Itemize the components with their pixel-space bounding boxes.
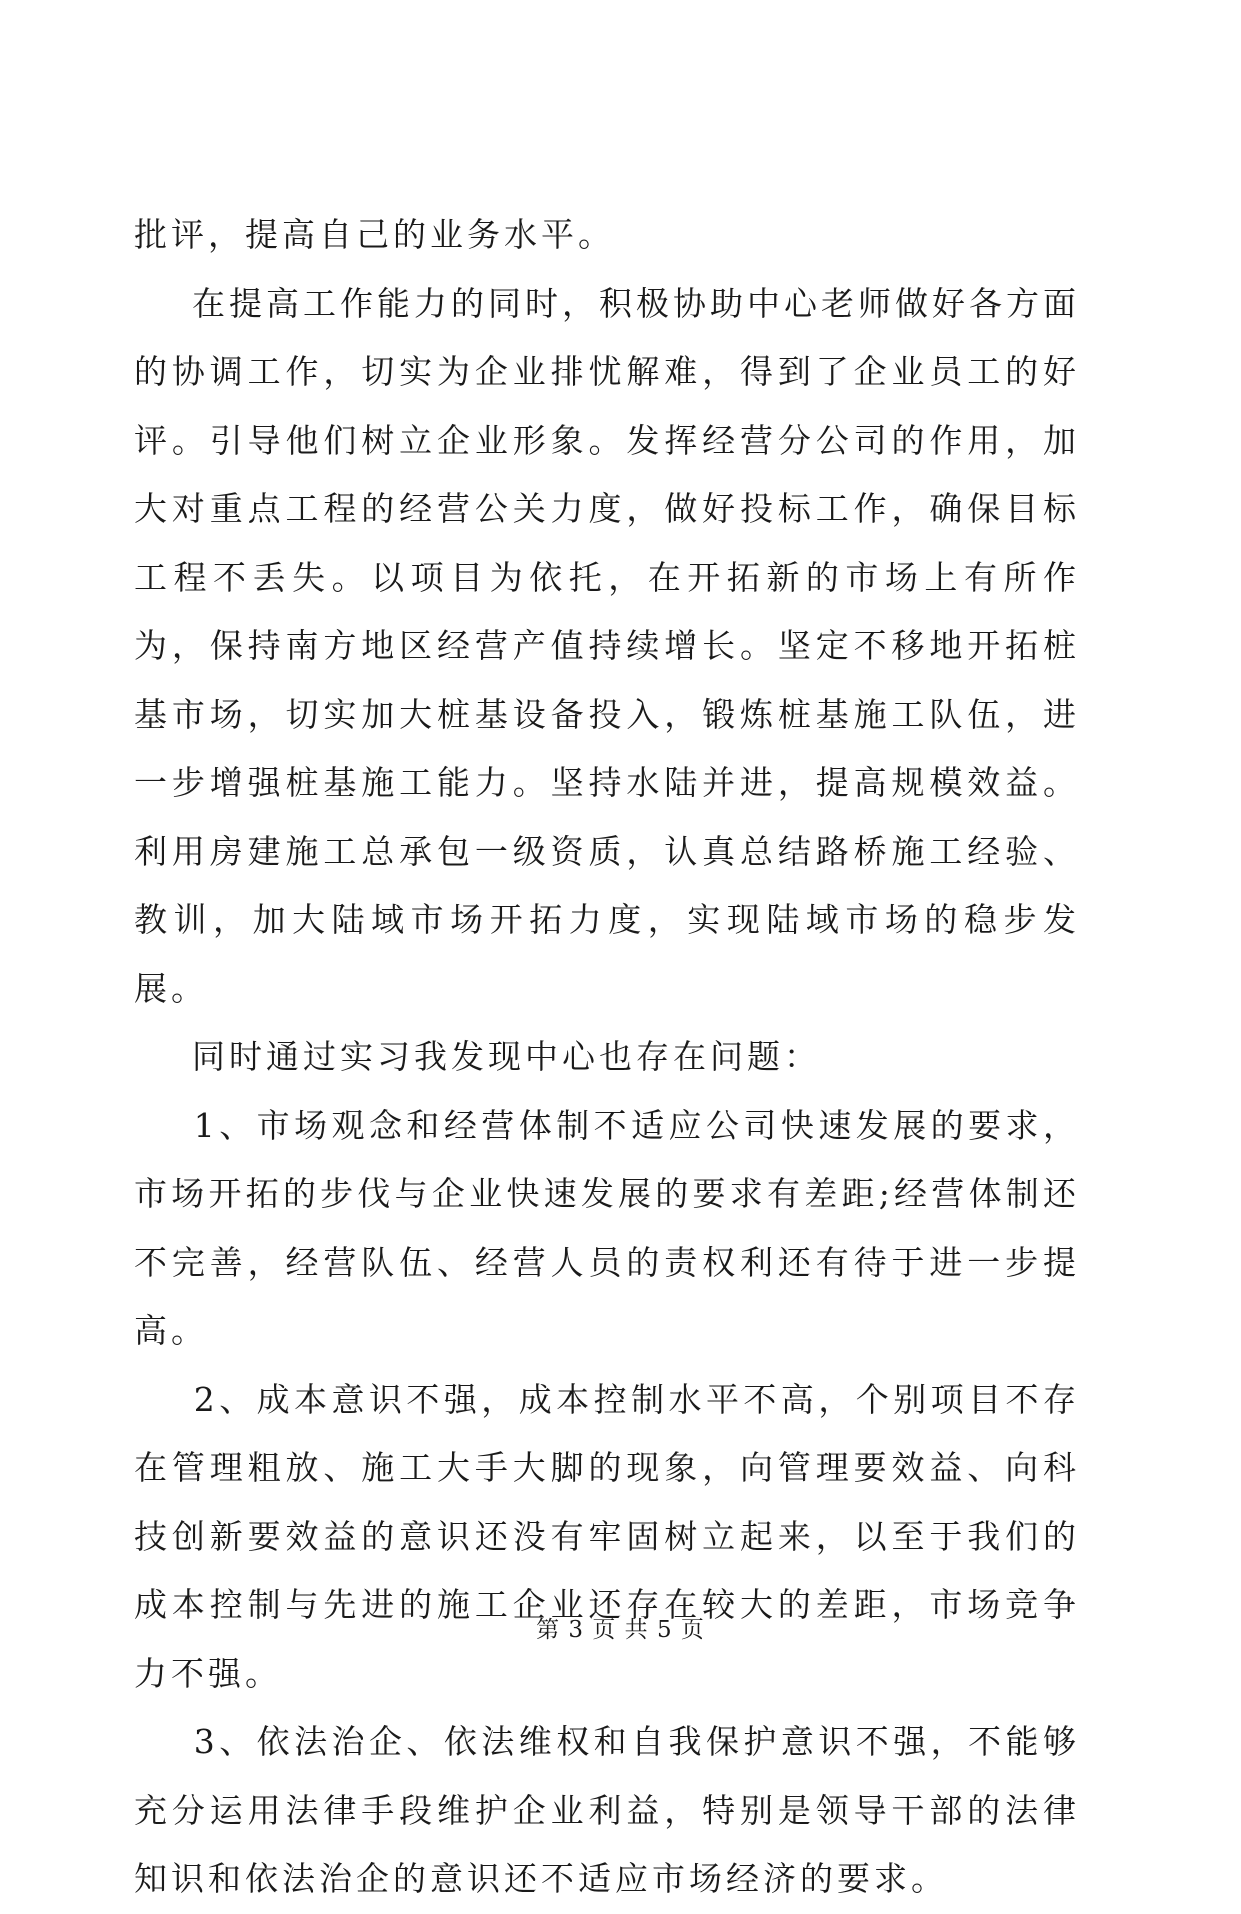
paragraph-problem-1: 1、市场观念和经营体制不适应公司快速发展的要求，市场开拓的步伐与企业快速发展的要求有差距;经营体制还不完善，经营队伍、经营人员的责权利还有待于进一步提高。 [134, 1105, 1080, 1350]
paragraph-problems-intro: 同时通过实习我发现中心也存在问题： [134, 1037, 821, 1076]
paragraph-work-summary: 在提高工作能力的同时，积极协助中心老师做好各方面的协调工作，切实为企业排忧解难，得到了企业员工的好评。引导他们树立企业形象。发挥经营分公司的作用，加大对重点工程的经营公关力度，做好投标工作，确保目标工程不丢失。以项目为依托，在开拓新的市场上有所作为，保持南方地区经营产值持续增长。坚定不移地开拓桩基市场，切实加大桩基设备投入，锻炼桩基施工队伍，进一步增强桩基施工能力。坚持水陆并进，提高规模效益。利用房建施工总承包一级资质，认真总结路桥施工经验、教训，加大陆域市场开拓力度，实现陆域市场的稳步发展。 [134, 283, 1080, 1008]
document-body [134, 201, 1080, 1914]
page-footer: 第 3 页 共 5 页 [536, 1617, 705, 1643]
paragraph-problem-3: 3、依法治企、依法维权和自我保护意识不强，不能够充分运用法律手段维护企业利益，特别是领导干部的法律知识和依法治企的意识还不适应市场经济的要求。 [134, 1722, 1080, 1898]
paragraph-problem-2: 2、成本意识不强，成本控制水平不高，个别项目不存在管理粗放、施工大手大脚的现象，向管理要效益、向科技创新要效益的意识还没有牢固树立起来，以至于我们的成本控制与先进的施工企业还存在较大的差距，市场竞争力不强。 [134, 1379, 1080, 1693]
paragraph-continuation: 批评，提高自己的业务水平。 [134, 215, 615, 254]
